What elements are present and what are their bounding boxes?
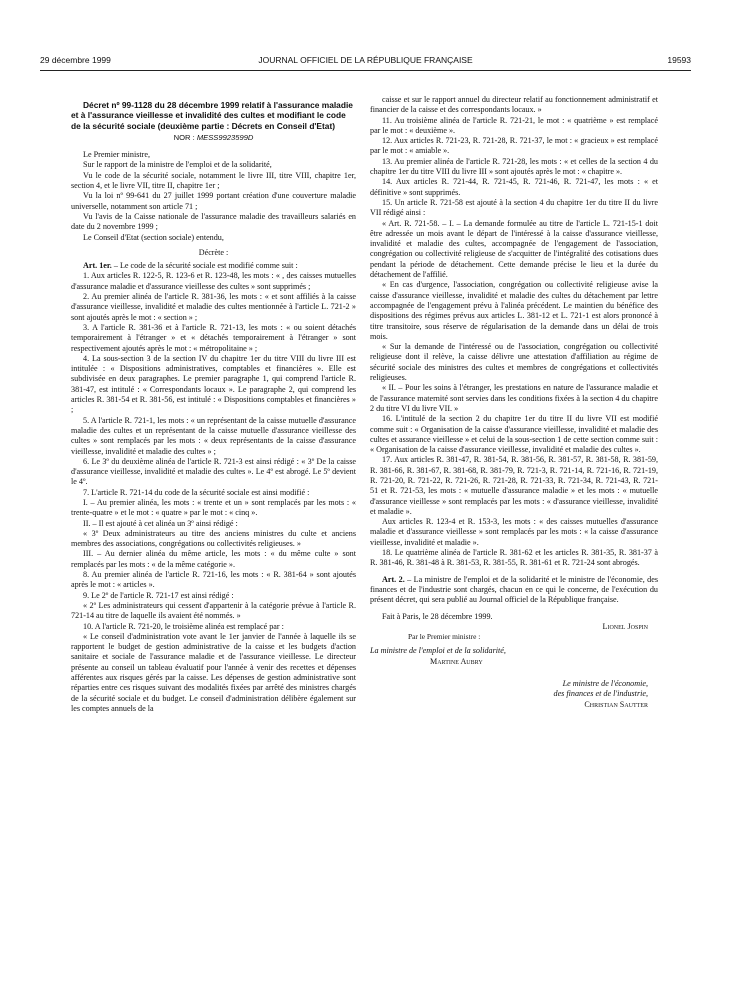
- signature-by-prime-minister: Par le Premier ministre :: [408, 632, 481, 642]
- article-paragraph: Aux articles R. 123-4 et R. 153-3, les mots : « des caisses mutuelles d'assurance maladie et d'assurance vieillesse » sont remplacés par les mots : « la caisse d'assurance vieillesse, invalidité et maladie ».: [370, 517, 658, 547]
- preamble-paragraph: Vu le code de la sécurité sociale, notamment le livre III, titre VIII, chapitre 1er, section 4, et le livre VII, titre II, chapitre 1er ;: [71, 170, 356, 191]
- header-page-number: 19593: [667, 55, 691, 65]
- article-paragraph: 15. Un article R. 721-58 est ajouté à la section 4 du chapitre 1er du titre II du livre VII rédigé ainsi :: [370, 197, 658, 218]
- article-paragraph: « Sur la demande de l'intéressé ou de l'association, congrégation ou collectivité religieuse dont il relève, la caisse délivre une attestation d'affiliation au régime de sécurité sociale des ministres des cultes et membres de congrégations et collectivités religieuses.: [370, 342, 658, 383]
- article-paragraph: 4. La sous-section 3 de la section IV du chapitre 1er du titre VIII du livre III est intitulée : « Dispositions administratives, comptables et financières ». Elle est subdivisée en deux paragraphes. Le premier paragraphe 1, qui comprend l'article R. 381-47, est intitulé : « Correspondants locaux ». Le paragraphe 2, qui comprend les articles R. 381-54 et R. 381-56, est intitulé : « Dispositions comptables et financières » ;: [71, 353, 356, 415]
- article-paragraph: 1. Aux articles R. 122-5, R. 123-6 et R. 123-48, les mots : « , des caisses mutuelles d'assurance maladie et d'assurance vieillesse des cultes » sont supprimés ;: [71, 271, 356, 291]
- article-paragraph: 14. Aux articles R. 721-44, R. 721-45, R. 721-46, R. 721-47, les mots : « et définitive » sont supprimés.: [370, 177, 658, 197]
- article-paragraph: 8. Au premier alinéa de l'article R. 721-16, les mots : « R. 381-64 » sont ajoutés après le mot : « articles ».: [71, 570, 356, 590]
- minister2-title-2: des finances et de l'industrie,: [553, 689, 648, 699]
- decrete-line: Décrète :: [198, 247, 229, 257]
- article-paragraph: 11. Au troisième alinéa de l'article R. 721-21, le mot : « quatrième » est remplacé par le mot : « deuxième ».: [370, 115, 658, 135]
- article-paragraph: 10. A l'article R. 721-20, le troisième alinéa est remplacé par :: [83, 621, 284, 631]
- right-column: [370, 95, 658, 970]
- preamble-paragraph: Vu la loi nº 99-641 du 27 juillet 1999 portant création d'une couverture maladie universelle, notamment son article 71 ;: [71, 191, 356, 211]
- article-paragraph: 6. Le 3º du deuxième alinéa de l'article R. 721-3 est ainsi rédigé : « 3º De la caisse d'assurance vieillesse, invalidité et maladie des cultes ». Le 4º est abrogé. Le 5º devient le 4º.: [71, 456, 356, 487]
- signature-place-date: Fait à Paris, le 28 décembre 1999.: [382, 611, 493, 621]
- article-paragraph: 16. L'intitulé de la section 2 du chapitre 1er du titre II du livre VII est modifié comme suit : « Organisation de la caisse d'assurance vieillesse, invalidité et maladie des cultes et assurance vieillesse » et celui de la sous-section 1 de cette section comme suit : « Organisation de la caisse d'assurance vieillesse, invalidité et maladie des cultes ».: [370, 414, 658, 455]
- article-paragraph: 12. Aux articles R. 721-23, R. 721-28, R. 721-37, le mot : « gracieux » est remplacé par le mot : « amiable ».: [370, 136, 658, 156]
- article-1-label: Art. 1er.: [83, 261, 112, 271]
- left-column: [71, 100, 356, 970]
- preamble-paragraph: Le Premier ministre,: [83, 150, 151, 160]
- signature-prime-minister: Lionel Jospin: [602, 621, 648, 631]
- article-paragraph: 2. Au premier alinéa de l'article R. 381-36, les mots : « et sont affiliés à la caisse d'assurance vieillesse, invalidité et maladie des cultes mentionnée à l'article L. 721-2 » sont ajoutés après le mot : « section » ;: [71, 292, 356, 322]
- article-paragraph: « Le conseil d'administration vote avant le 1er janvier de l'année à laquelle ils se rapportent le budget de gestion administrative de la caisse et les budgets d'action sanitaire et sociale de l'assurance maladie et de l'assurance vieillesse. Le directeur présente au conseil un tableau évaluatif pour l'année à venir des recettes et dépenses afférentes aux risques gérés par la caisse. Les dépenses de gestion administrative sont réparties entre ces risques suivant des modalités fixées par arrêté des ministres chargés de la sécurité sociale et du budget. Le conseil d'administration délibère également sur les comptes annuels de la: [71, 631, 356, 713]
- article-paragraph: 17. Aux articles R. 381-47, R. 381-54, R. 381-56, R. 381-57, R. 381-58, R. 381-59, R. 381-66, R. 381-67, R. 381-68, R. 381-79, R. 721-3, R. 721-14, R. 721-16, R. 721-19, R. 721-20, R. 721-22, R. 721-26, R. 721-28, R. 721-33, R. 721-34, R. 721-43, R. 721-51 et R. 721-53, les mots : « mutuelle d'assurance maladie » et les mots : « mutuelle d'assurance vieillesse » sont remplacés par les mots : « d'assurance vieillesse, invalidité et maladie ».: [370, 455, 658, 516]
- article-paragraph: 7. L'article R. 721-14 du code de la sécurité sociale est ainsi modifié :: [83, 487, 310, 497]
- preamble: [71, 150, 356, 243]
- article-2-text: – La ministre de l'emploi et de la solidarité et le ministre de l'économie, des finances et de l'industrie sont chargés, chacun en ce qui le concerne, de l'exécution du présent décret, qui sera publié au Journal officiel de la République française.: [370, 574, 658, 605]
- preamble-paragraph: Vu l'avis de la Caisse nationale de l'assurance maladie des travailleurs salariés en date du 2 novembre 1999 ;: [71, 211, 356, 232]
- minister1-name: Martine Aubry: [430, 656, 483, 666]
- article-paragraph: « 3º Deux administrateurs au titre des anciens ministres du culte et anciens membres des associations, congrégations ou collectivités religieuses. »: [71, 528, 356, 549]
- article-paragraph: 5. A l'article R. 721-1, les mots : « un représentant de la caisse mutuelle d'assurance maladie des cultes et un représentant de la caisse mutuelle d'assurance vieillesse des cultes » sont remplacés par les mots : « deux représentants de la caisse d'assurance vieillesse, invalidité et maladie des cultes » ;: [71, 415, 356, 456]
- header-rule: [40, 70, 691, 71]
- header-date: 29 décembre 1999: [40, 55, 111, 65]
- article-paragraph: I. – Au premier alinéa, les mots : « trente et un » sont remplacés par les mots : « trente-quatre » et le mot : « quatre » par le mot : « cinq ».: [71, 497, 356, 518]
- nor-label: NOR :: [173, 132, 195, 142]
- minister2-name: Christian Sautter: [584, 699, 648, 709]
- article-paragraph: 3. A l'article R. 381-36 et à l'article R. 721-13, les mots : « ou soient détachés temporairement à l'étranger » et « détachés temporairement à l'étranger » sont respectivement ajoutés après le mot : « métropolitaine » ;: [71, 322, 356, 353]
- article-1-intro: [71, 261, 356, 271]
- article-1-text: – Le code de la sécurité sociale est modifié comme suit :: [111, 261, 298, 271]
- minister2-title-1: Le ministre de l'économie,: [562, 679, 648, 689]
- article-paragraph: II. – Il est ajouté à cet alinéa un 3º ainsi rédigé :: [83, 518, 238, 528]
- right-items: [370, 95, 658, 569]
- article-paragraph: 13. Au premier alinéa de l'article R. 721-28, les mots : « et celles de la section 4 du chapitre 1er du titre VIII du livre III » sont ajoutés après le mot : « chapitre ».: [370, 156, 658, 177]
- page-header: [40, 54, 691, 66]
- article-paragraph: « II. – Pour les soins à l'étranger, les prestations en nature de l'assurance maladie et de l'assurance maternité sont servies dans les conditions fixées à la section 4 du chapitre 2 du titre VI du livre VII. »: [370, 383, 658, 413]
- preamble-paragraph: Le Conseil d'Etat (section sociale) entendu,: [83, 232, 224, 242]
- article-paragraph: 9. Le 2º de l'article R. 721-17 est ainsi rédigé :: [83, 590, 234, 600]
- minister1-title: La ministre de l'emploi et de la solidarité,: [370, 646, 506, 656]
- decree-title: Décret nº 99-1128 du 28 décembre 1999 relatif à l'assurance maladie et à l'assurance vieillesse et invalidité des cultes et modifiant le code de la sécurité sociale (deuxième partie : Décrets en Conseil d'Etat): [71, 100, 353, 131]
- article-paragraph: « En cas d'urgence, l'association, congrégation ou collectivité religieuse avise la caisse d'assurance vieillesse, invalidité et maladie des cultes du détachement par lettre accompagnée de l'engagement prévu à l'alinéa précédent. Le maintien du bénéfice des dispositions des régimes prévus aux articles L. 381-12 et L. 721-1 est alors prononcé à titre transitoire, sous réserve de régularisation de la demande dans un délai de trois mois.: [370, 280, 658, 341]
- minister2-block: [370, 679, 658, 710]
- header-journal-title: JOURNAL OFFICIEL DE LA RÉPUBLIQUE FRANÇAISE: [258, 55, 473, 65]
- article-2-label: Art. 2.: [382, 574, 405, 584]
- preamble-paragraph: Sur le rapport de la ministre de l'emploi et de la solidarité,: [83, 160, 272, 170]
- left-items: [71, 271, 356, 714]
- article-paragraph: III. – Au dernier alinéa du même article, les mots : « du même culte » sont remplacés par les mots : « de la même catégorie ».: [71, 549, 356, 569]
- article-paragraph: « Art. R. 721-58. – I. – La demande formulée au titre de l'article L. 721-15-1 doit être adressée un mois avant le départ de l'intéressé à la caisse d'assurance vieillesse, invalidité et maladie des cultes, accompagnée de l'engagement de l'association, congrégation ou collectivité religieuse de s'acquitter de l'intégralité des cotisations dues pendant la période de détachement. Cette demande précise le lieu et la durée du détachement de l'affilié.: [370, 218, 658, 280]
- nor-value: MESS9923599D: [196, 132, 254, 142]
- article-paragraph: caisse et sur le rapport annuel du directeur relatif au fonctionnement administratif et financier de la caisse et des correspondants locaux. »: [370, 95, 658, 115]
- article-paragraph: 18. Le quatrième alinéa de l'article R. 381-62 et les articles R. 381-35, R. 381-37 à R. 381-46, R. 381-48 à R. 381-53, R. 381-55, R. 381-61 et R. 721-24 sont abrogés.: [370, 548, 658, 568]
- nor-reference: [71, 133, 356, 143]
- article-2: [370, 575, 658, 606]
- article-paragraph: « 2º Les administrateurs qui cessent d'appartenir à la catégorie prévue à l'article R. 721-14 au titre de laquelle ils avaient été nommés. »: [71, 600, 356, 621]
